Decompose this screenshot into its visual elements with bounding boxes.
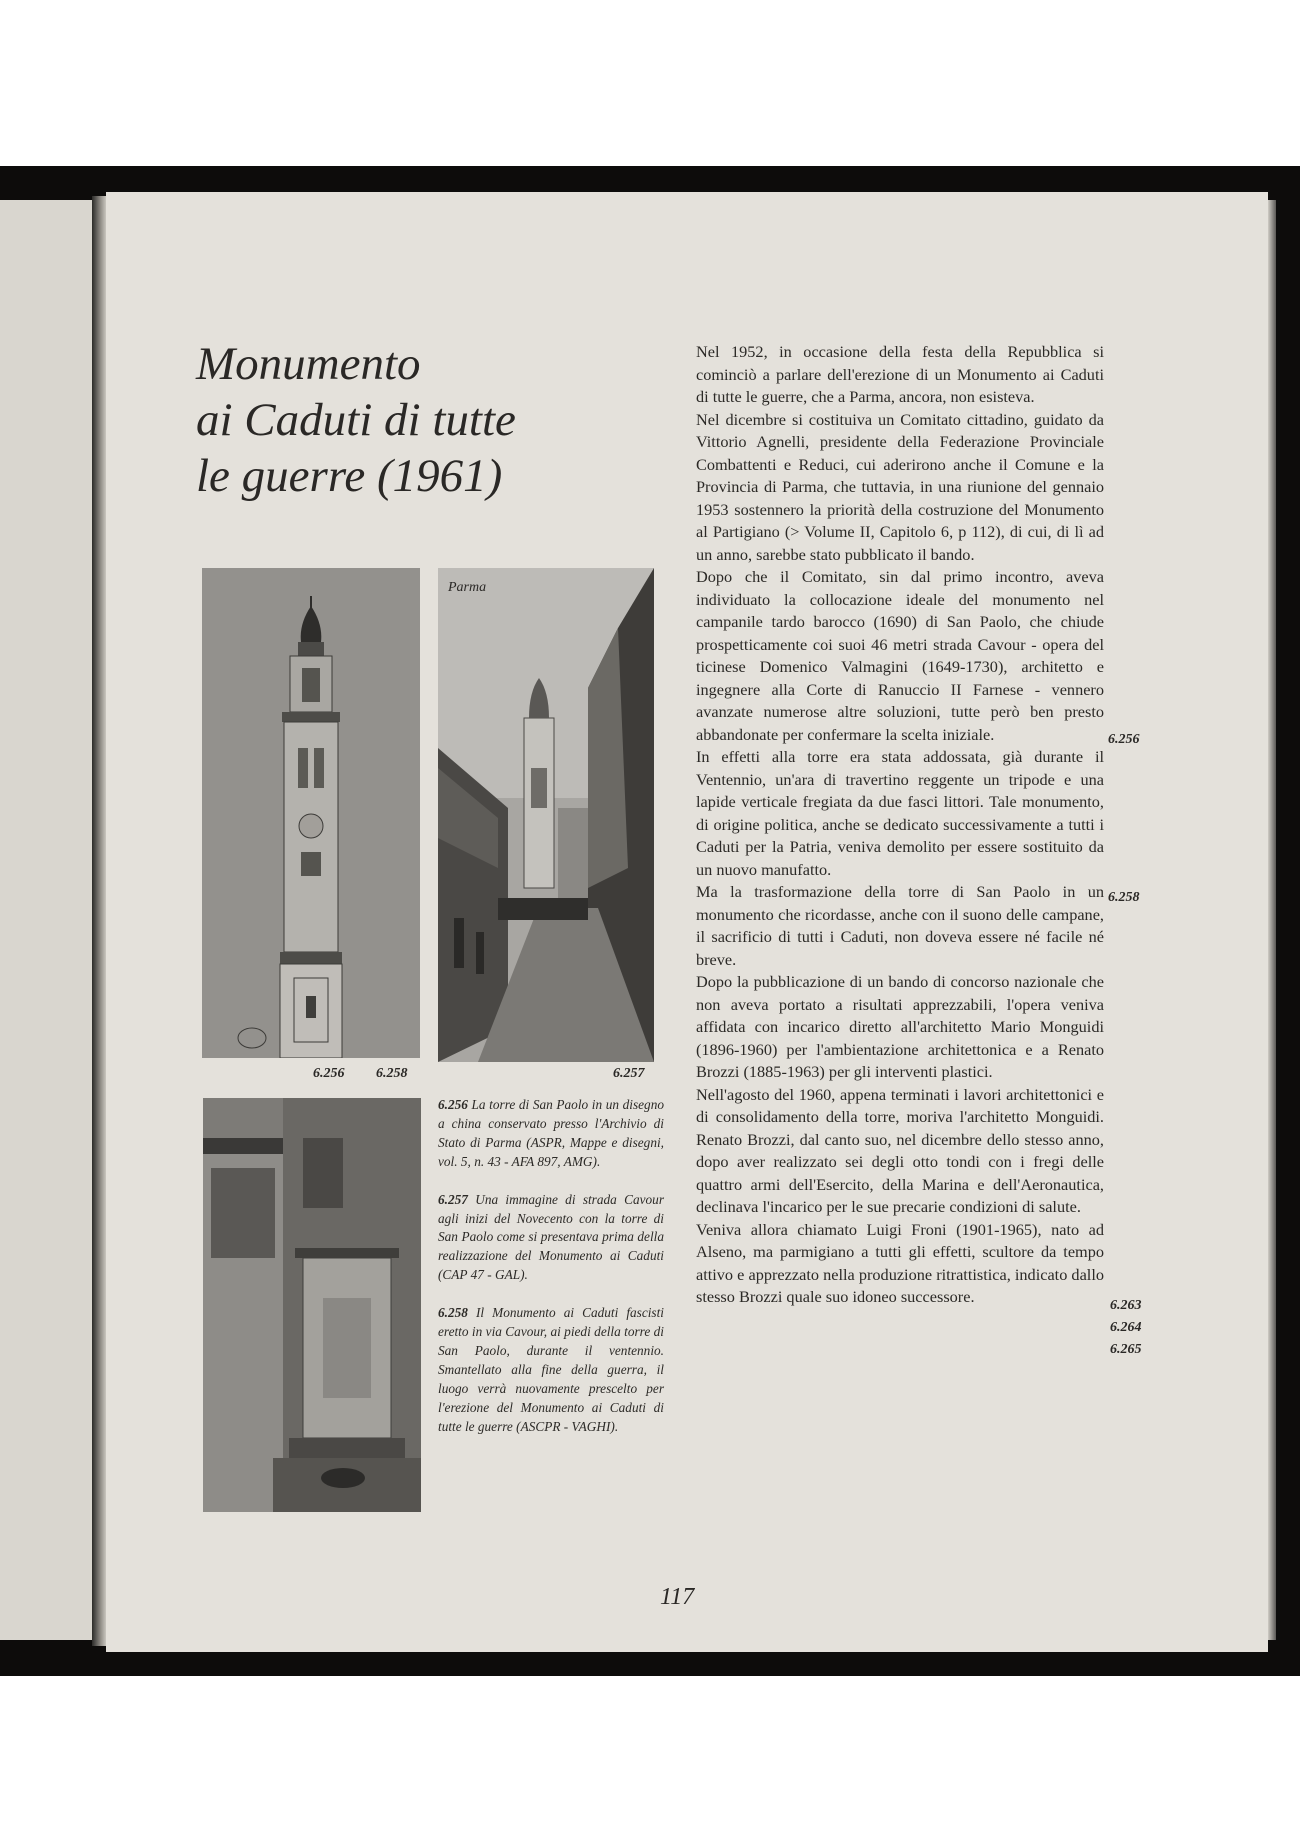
- body-paragraph: Dopo la pubblicazione di un bando di concorso nazionale che non aveva portato a risultati apprezzabili, l'opera veniva affidata con incarico diretto all'architetto Mario Monguidi (1896-1960) per l'ambientazione architettonica e a Renato Brozzi (1885-1963) per gli interventi plastici.: [696, 972, 1104, 1081]
- photo-ref-label: 6.257: [613, 1066, 645, 1081]
- photo-caption: [438, 1191, 664, 1286]
- caption-text: La torre di San Paolo in un disegno a china conservato presso l'Archivio di Stato di Parma (ASPR, Mappe e disegni, vol. 5, n. 43 - AFA 897, AMG).: [438, 1097, 664, 1169]
- article-body: [696, 341, 1104, 1309]
- tower-drawing-photo: [202, 568, 420, 1058]
- street-photo: [438, 568, 654, 1062]
- photo-captions: [438, 1096, 664, 1456]
- body-paragraph: In effetti alla torre era stata addossata, già durante il Ventennio, un'ara di travertino reggente un tripode e una lapide verticale fregiata da due fasci littori. Tale monumento, di origine politica, anche se dedicato successivamente a tutti i Caduti per la Patria, veniva demolito per essere sostituito da un nuovo manufatto.: [696, 747, 1104, 879]
- page-edge-shadow: [1268, 200, 1276, 1640]
- photo-ref-label: 6.258: [376, 1066, 408, 1081]
- photo-inscription: Parma: [448, 580, 487, 595]
- caption-ref: 6.256: [438, 1097, 468, 1112]
- caption-text: Il Monumento ai Caduti fascisti eretto in via Cavour, ai piedi della torre di San Paolo, durante il ventennio. Smantellato alla fine della guerra, il luogo verrà nuovamente prescelto per l'erezione del Monumento ai Caduti di tutte le guerre (ASCPR - VAGHI).: [438, 1305, 664, 1434]
- body-paragraph: Nel 1952, in occasione della festa della Repubblica si cominciò a parlare dell'erezione di un Monumento ai Caduti di tutte le guerre, che a Parma, ancora, non esisteva.: [696, 342, 1104, 406]
- caption-ref: 6.257: [438, 1191, 468, 1207]
- book-gutter: [92, 196, 106, 1646]
- margin-ref: 6.263: [1110, 1298, 1142, 1313]
- title-line: Monumento: [196, 338, 421, 390]
- page-number: 117: [660, 1584, 695, 1610]
- photo-caption: [438, 1096, 664, 1172]
- margin-ref: 6.258: [1108, 890, 1140, 905]
- body-paragraph: Ma la trasformazione della torre di San Paolo in un monumento che ricordasse, anche con il suono delle campane, il sacrificio di tutti i Caduti, non doveva essere né facile né breve.: [696, 882, 1104, 969]
- body-paragraph: Veniva allora chiamato Luigi Froni (1901-1965), nato ad Alseno, ma parmigiano a tutti gli effetti, scultore da tempo attivo e apprezzato nella produzione ritrattistica, indicato dallo stesso Brozzi quale suo idoneo successore.: [696, 1219, 1104, 1306]
- caption-text: Una immagine di strada Cavour agli inizi del Novecento con la torre di San Paolo come si presentava prima della realizzazione del Monumento ai Caduti (CAP 47 - GAL).: [438, 1191, 664, 1283]
- photo-ref-label: 6.256: [313, 1066, 345, 1081]
- margin-ref: 6.256: [1108, 732, 1140, 747]
- page-title: [196, 336, 616, 504]
- facing-page-edge: [0, 200, 92, 1640]
- title-line: ai Caduti di tutte: [196, 394, 516, 446]
- body-paragraph: Nel dicembre si costituiva un Comitato cittadino, guidato da Vittorio Agnelli, presidente della Federazione Provinciale Combattenti e Reduci, cui aderirono anche il Comune e la Provincia di Parma, che tuttavia, in una riunione del gennaio 1953 sostennero la priorità della costruzione del Monumento al Partigiano (> Volume II, Capitolo 6, p 112), di cui, di lì ad un anno, sarebbe stato pubblicato il bando.: [696, 409, 1104, 564]
- title-line: le guerre (1961): [196, 450, 503, 502]
- caption-ref: 6.258: [438, 1305, 468, 1321]
- margin-ref: 6.265: [1110, 1342, 1142, 1357]
- photo-caption: [438, 1304, 664, 1436]
- fascist-monument-photo: [203, 1098, 421, 1512]
- body-paragraph: Nell'agosto del 1960, appena terminati i lavori architettonici e di consolidamento della torre, moriva l'architetto Monguidi. Renato Brozzi, dal canto suo, nel dicembre dello stesso anno, dopo aver realizzato sei degli otto tondi con i fregi delle quattro armi dell'Esercito, della Marina e dell'Aeronautica, declinava l'incarico per le sue precarie condizioni di salute.: [696, 1084, 1104, 1216]
- margin-ref: 6.264: [1110, 1320, 1142, 1335]
- body-paragraph: Dopo che il Comitato, sin dal primo incontro, aveva individuato la collocazione ideale del monumento nel campanile tardo barocco (1690) di San Paolo, che chiude prospetticamente coi suoi 46 metri strada Cavour - opera del ticinese Domenico Valmagini (1649-1730), architetto e ingegnere alla Corte di Ranuccio II Farnese - vennero avanzate numerose altre soluzioni, tutte però ben presto abbandonate per confermare la scelta iniziale.: [696, 567, 1104, 744]
